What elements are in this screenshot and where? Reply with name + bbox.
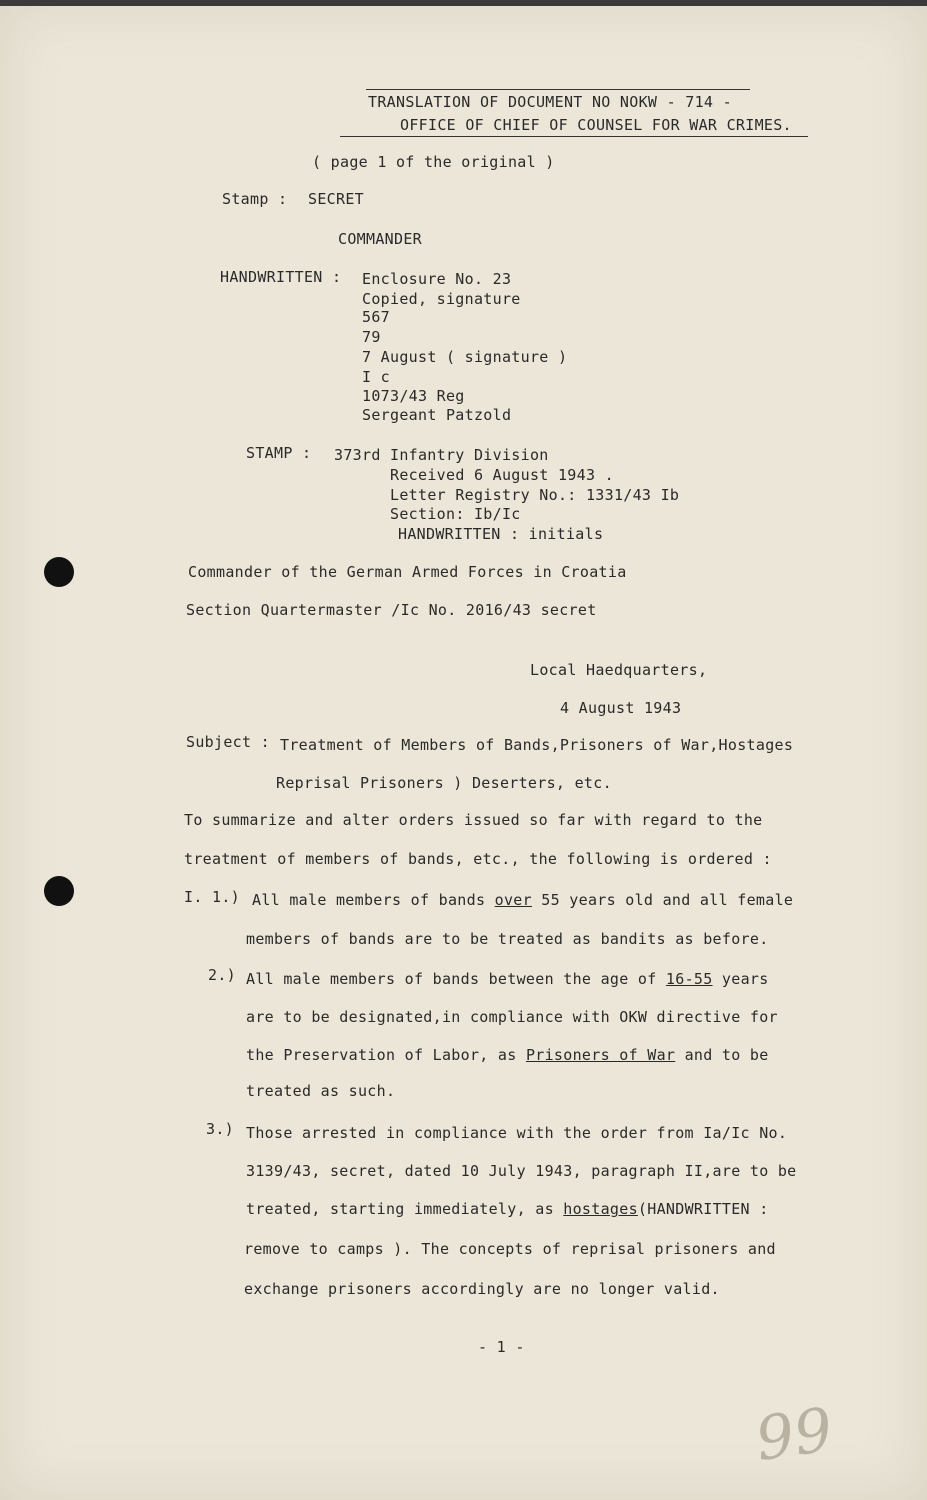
intro-line-2: treatment of members of bands, etc., the following is ordered : (184, 850, 772, 868)
punch-hole (44, 557, 74, 587)
item-2-number: 2.) (208, 966, 236, 984)
page-number: - 1 - (478, 1338, 525, 1356)
scan-edge (0, 0, 927, 6)
pencil-page-mark: 99 (751, 1395, 837, 1475)
item-2-text: years (721, 970, 769, 988)
stamp-label: Stamp : (222, 190, 288, 208)
header-line-1: TRANSLATION OF DOCUMENT NO NOKW - 714 - (368, 93, 732, 111)
stamp2-line: Letter Registry No.: 1331/43 Ib (390, 486, 680, 504)
header-rule-top (366, 89, 750, 90)
item-1-emphasis: over (494, 891, 532, 909)
stamp2-line: Section: Ib/Ic (390, 505, 521, 523)
subject-line-2: Reprisal Prisoners ) Deserters, etc. (276, 774, 612, 792)
stamp2-line: HANDWRITTEN : initials (398, 525, 604, 543)
handwritten-line: 567 (362, 308, 390, 326)
commander-heading: COMMANDER (338, 230, 422, 248)
item-3-number: 3.) (206, 1120, 234, 1138)
item-1-line-2: members of bands are to be treated as bandits as before. (246, 930, 769, 948)
item-1-text: 55 years old and all female (541, 891, 794, 909)
subject-label: Subject : (186, 733, 270, 751)
item-1-number: I. 1.) (184, 888, 240, 906)
handwritten-line: Copied, signature (362, 290, 521, 308)
item-2-text: and to be (684, 1046, 769, 1064)
item-2-text: All male members of bands between the age of (246, 970, 657, 988)
item-3-line-1: Those arrested in compliance with the order from Ia/Ic No. (246, 1124, 788, 1142)
item-2-line-1 (246, 970, 769, 988)
handwritten-line: Enclosure No. 23 (362, 270, 512, 288)
subject-line-1: Treatment of Members of Bands,Prisoners of War,Hostages (280, 736, 794, 754)
stamp-value: SECRET (308, 190, 364, 208)
item-1-line-1 (252, 891, 793, 909)
punch-hole (44, 876, 74, 906)
page-note: ( page 1 of the original ) (312, 153, 555, 171)
header-rule-bottom (340, 136, 808, 137)
item-3-text: treated, starting immediately, as (246, 1200, 554, 1218)
sender-line-2: Section Quartermaster /Ic No. 2016/43 secret (186, 601, 597, 619)
item-2-emphasis: 16-55 (665, 970, 713, 988)
item-2-line-2: are to be designated,in compliance with OKW directive for (246, 1008, 778, 1026)
date: 4 August 1943 (560, 699, 682, 717)
item-3-line-4: remove to camps ). The concepts of reprisal prisoners and (244, 1240, 776, 1258)
place: Local Haedquarters, (530, 661, 708, 679)
item-2-line-3 (246, 1046, 769, 1064)
item-2-emphasis: Prisoners of War (525, 1046, 676, 1064)
item-2-line-4: treated as such. (246, 1082, 396, 1100)
handwritten-label: HANDWRITTEN : (220, 268, 342, 286)
handwritten-line: Sergeant Patzold (362, 406, 512, 424)
handwritten-line: 1073/43 Reg (362, 387, 465, 405)
handwritten-line: I c (362, 368, 390, 386)
item-2-text: the Preservation of Labor, as (246, 1046, 517, 1064)
handwritten-line: 7 August ( signature ) (362, 348, 568, 366)
stamp2-line: 373rd Infantry Division (334, 446, 549, 464)
intro-line-1: To summarize and alter orders issued so far with regard to the (184, 811, 763, 829)
item-3-line-3 (246, 1200, 769, 1218)
item-3-text: (HANDWRITTEN : (637, 1200, 769, 1218)
item-3-emphasis: hostages (563, 1200, 638, 1218)
handwritten-line: 79 (362, 328, 381, 346)
item-1-text: All male members of bands (252, 891, 486, 909)
stamp2-line: Received 6 August 1943 . (390, 466, 614, 484)
header-line-2: OFFICE OF CHIEF OF COUNSEL FOR WAR CRIMES. (400, 116, 792, 134)
item-3-line-5: exchange prisoners accordingly are no longer valid. (244, 1280, 720, 1298)
sender-line-1: Commander of the German Armed Forces in Croatia (188, 563, 627, 581)
stamp2-label: STAMP : (246, 444, 312, 462)
item-3-line-2: 3139/43, secret, dated 10 July 1943, paragraph II,are to be (246, 1162, 797, 1180)
